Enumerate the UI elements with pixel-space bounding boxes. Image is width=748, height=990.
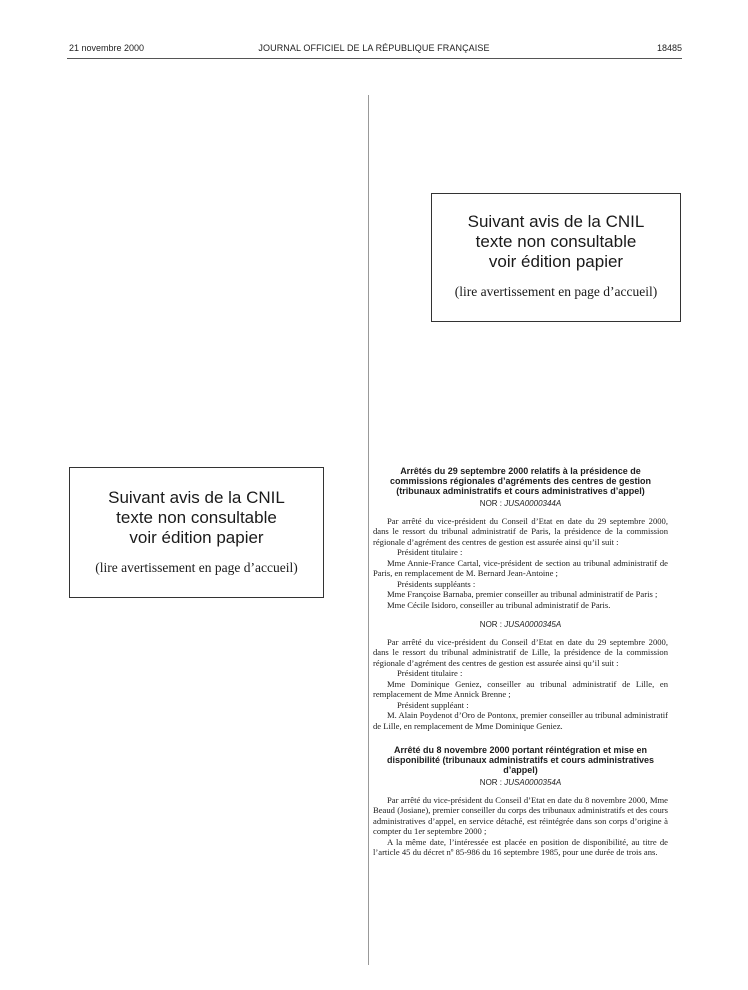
header-rule xyxy=(67,58,682,59)
article2-title: Arrêté du 8 novembre 2000 portant réintégration et mise en disponibilité (tribunaux administratifs et cours administratives d’appel) xyxy=(386,745,655,775)
role-label: Président suppléant : xyxy=(397,699,469,710)
paragraph: M. Alain Poydenot d’Oro de Pontonx, premier conseiller au tribunal administratif de Lille, en remplacement de Mme Dominique Geniez. xyxy=(373,710,668,731)
article1-title: Arrêtés du 29 septembre 2000 relatifs à la présidence de commissions régionales d’agréments des centres de gestion (tribunaux administratifs et cours administratives d’appel) xyxy=(389,466,652,496)
paragraph: Mme Dominique Geniez, conseiller au tribunal administratif de Lille, en remplacement de Mme Annick Brenne ; xyxy=(373,678,668,699)
cnil-notice-line2: texte non consultable xyxy=(116,508,277,527)
header-title: JOURNAL OFFICIEL DE LA RÉPUBLIQUE FRANÇAISE xyxy=(258,43,490,53)
nor-label: NOR : xyxy=(479,778,503,787)
role-label: Président titulaire : xyxy=(397,547,463,557)
cnil-notice-note: (lire avertissement en page d’accueil) xyxy=(454,284,658,299)
role-label: Président titulaire : xyxy=(397,668,463,678)
cnil-notice-note: (lire avertissement en page d’accueil) xyxy=(95,560,298,575)
cnil-notice-box-left xyxy=(69,467,324,598)
role-label: Présidents suppléants : xyxy=(397,578,476,589)
nor-reference xyxy=(373,778,668,789)
nor-label: NOR : xyxy=(479,499,503,508)
paragraph: Mme Annie-France Cartal, vice-président de section au tribunal administratif de Paris, en remplacement de M. Bernard Jean-Antoine ; xyxy=(373,557,668,578)
nor-code: JUSA0000344A xyxy=(504,499,562,508)
nor-reference xyxy=(373,499,668,510)
nor-label: NOR : xyxy=(479,620,503,629)
page-header xyxy=(0,43,748,57)
paragraph: A la même date, l’intéressée est placée en position de disponibilité, au titre de l’article 45 du décret nº 85-986 du 16 septembre 1985, pour une durée de trois ans. xyxy=(373,836,668,857)
cnil-notice-line2: texte non consultable xyxy=(475,232,637,251)
paragraph: Par arrêté du vice-président du Conseil d’Etat en date du 29 septembre 2000, dans le ressort du tribunal administratif de Lille, la présidence de la commission régionale d’agrément des centres de gestion est assurée ainsi qu’il suit : xyxy=(373,636,668,668)
paragraph: Par arrêté du vice-président du Conseil d’Etat en date du 8 novembre 2000, Mme Beaud (Josiane), premier conseiller du corps des tribunaux administratifs et des cours administratives d’appel, en service détaché, est réintégrée dans son corps d’origine à compter du 1er septembre 2000 ; xyxy=(373,794,668,836)
paragraph: Par arrêté du vice-président du Conseil d’Etat en date du 29 septembre 2000, dans le ressort du tribunal administratif de Paris, la présidence de la commission régionale d’agrément des centres de gestion est assurée ainsi qu’il suit : xyxy=(373,515,668,547)
header-date: 21 novembre 2000 xyxy=(69,43,145,53)
column-separator xyxy=(368,95,369,965)
nor-code: JUSA0000354A xyxy=(504,778,562,787)
header-page-number: 18485 xyxy=(656,43,682,53)
cnil-notice-line1: Suivant avis de la CNIL xyxy=(108,488,285,507)
paragraph: Mme Françoise Barnaba, premier conseiller au tribunal administratif de Paris ; xyxy=(387,589,658,599)
cnil-notice-line1: Suivant avis de la CNIL xyxy=(467,212,645,231)
paragraph: Mme Cécile Isidoro, conseiller au tribunal administratif de Paris. xyxy=(387,599,611,610)
nor-code: JUSA0000345A xyxy=(504,620,562,629)
cnil-notice-box-right xyxy=(431,193,681,322)
nor-reference xyxy=(373,620,668,631)
cnil-notice-line3: voir édition papier xyxy=(129,528,264,547)
cnil-notice-line3: voir édition papier xyxy=(488,252,624,271)
right-column-text xyxy=(373,466,668,858)
